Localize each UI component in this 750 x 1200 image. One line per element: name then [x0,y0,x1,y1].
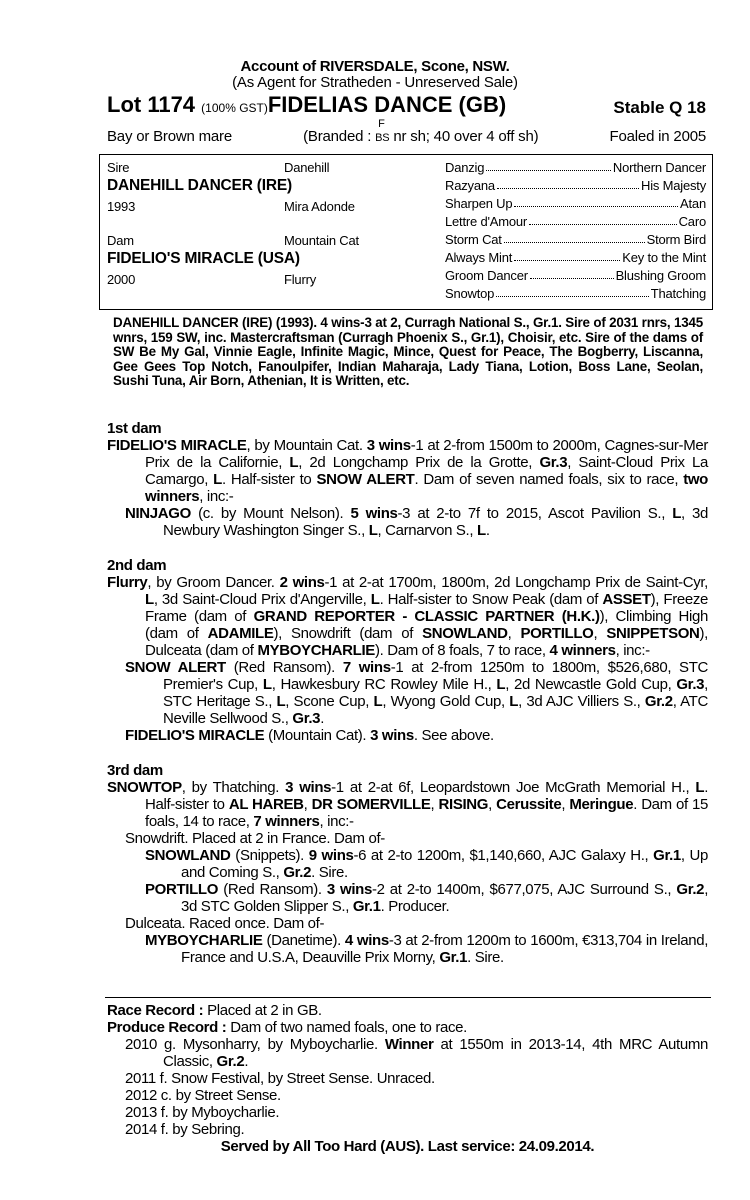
grandparent-row [445,286,706,301]
text: (Red Ransom). [225,659,343,676]
pedigree-paragraph [107,505,708,539]
text: , [303,796,312,813]
bold-text: Gr.3 [292,710,321,727]
text: , 3d STC Golden Slipper S., [181,881,709,915]
leader-dots [497,178,639,189]
bold-text: Cerussite [496,796,562,813]
text: . [244,1053,249,1070]
section-heading: 1st dam [107,420,162,437]
leader-dots [504,232,645,243]
dam-lines [107,420,708,966]
bold-text: DR SOMERVILLE [311,796,431,813]
lot-title [107,92,506,118]
bold-text: SNOW ALERT [125,659,226,676]
bold-text: SNIPPETSON [606,625,700,642]
bold-text: NINJAGO [125,505,191,522]
text: Placed at 2 in GB. [207,1002,322,1019]
bold-text: SNOWTOP [107,779,182,796]
gst-note: (100% GST) [201,101,268,115]
text: . Sire. [467,949,504,966]
brand-suffix: nr sh; 40 over 4 off sh) [389,128,539,145]
text: . [485,522,490,539]
bold-text: SNOWLAND [145,847,231,864]
bold-text: L [145,591,154,608]
last-service: Served by All Too Hard (AUS). Last service: 24.09.2014. [220,1138,595,1155]
text: , STC Heritage S., [163,676,708,710]
bold-text: ASSET [602,591,651,608]
brand-prefix: (Branded : [303,128,376,145]
bold-text: L [373,693,383,710]
bold-text: RISING [438,796,489,813]
dam-sire: Mountain Cat [284,233,359,248]
grandparent-row [445,178,706,193]
text: , 2d Longchamp Prix de la Grotte, [298,454,540,471]
pedigree-paragraph [107,915,708,932]
sire-summary: DANEHILL DANCER (IRE) (1993). 4 wins-3 at 2, Curragh National S., Gr.1. Sire of 2031 rnrs, 1345 wnrs, 159 SW, inc. Mastercraftsman (Curragh Phoenix S., Gr.1), Choisir, etc. Sire of the dams of SW Be My Gal, Vinnie Eagle, Infinite Magic, Mince, Quest for Peace, The Bogberry, Liscanna, Gee Gees Top Notch, Fanoulpifer, Indian Maharaja, Lady Tiana, Lotion, Boss Lane, Seolan, Sushi Tuna, Air Born, Athenian, It is Written, etc. [113,315,703,388]
pedigree-paragraph [107,574,708,659]
grandparent-row [445,160,706,175]
bold-text: L [695,779,705,796]
text: 2011 f. Snow Festival, by Street Sense. Unraced. [125,1070,435,1087]
grand-dam: Lettre d'Amour [445,214,528,229]
bold-text: MYBOYCHARLIE [257,642,375,659]
bold-text: 9 wins [308,847,354,864]
bold-text: Gr.3 [539,454,568,471]
sire-year: 1993 [107,199,136,214]
grand-sire: Thatching [650,286,706,301]
text: . See above. [413,727,494,744]
bold-text: Gr.1 [439,949,468,966]
text: , [488,796,497,813]
leader-dots [486,160,611,171]
text: (Danetime). [262,932,345,949]
grandparent-row [445,250,706,265]
section-heading: 3rd dam [107,762,163,779]
text: ). Dam of 8 foals, 7 to race, [374,642,550,659]
text: (Red Ransom). [218,881,327,898]
pedigree-paragraph [107,881,708,915]
bold-text: AL HAREB [228,796,304,813]
bold-text: 2 wins [279,574,325,591]
text: , by Groom Dancer. [147,574,280,591]
section-heading: 2nd dam [107,557,167,574]
grandparent-row [445,268,706,283]
text: Dulceata. Raced once. Dam of- [125,915,325,932]
dam-label: Dam [107,233,134,248]
text: , Saint-Cloud Prix La Camargo, [145,454,709,488]
text: . Half-sister to [221,471,317,488]
bold-text: 3 wins [285,779,332,796]
grand-sire: His Majesty [641,178,706,193]
text: , inc:- [319,813,354,830]
pedigree-paragraph [107,1121,708,1138]
grandparent-row [445,196,706,211]
leader-dots [514,196,678,207]
text: , Hawkesbury RC Rowley Mile H., [271,676,497,693]
bold-text: Gr.1 [653,847,681,864]
brand-mark [375,118,390,145]
pedigree-paragraph [107,659,708,727]
sire-name: DANEHILL DANCER (IRE) [107,177,292,194]
bold-text: Produce Record : [107,1019,231,1036]
grand-sire: Atan [680,196,706,211]
grandparent-row [445,232,706,247]
bold-text: Gr.2 [676,881,705,898]
text: Dam of two named foals, one to race. [230,1019,467,1036]
text: (Snippets). [230,847,309,864]
bold-text: L [262,676,272,693]
bold-text: Meringue [569,796,634,813]
leader-dots [529,214,677,225]
text: . [320,710,325,727]
text: . Sire. [311,864,348,881]
text: -1 at 2-from 1250m to 1800m, $526,680, STC Premier's Cup, [163,659,708,693]
bold-text: FIDELIO'S MIRACLE [107,437,247,454]
pedigree-table [99,154,713,310]
lot-number: Lot 1174 [107,92,196,117]
bold-text: ADAMILE [207,625,274,642]
foaled-year: Foaled in 2005 [609,128,706,145]
text: -2 at 2-to 1400m, $677,075, AJC Surround S., [371,881,677,898]
bold-text: L [672,505,682,522]
bold-text: Gr.1 [352,898,381,915]
text: at 1550m in 2013-14, 4th MRC Autumn Classic, [163,1036,708,1070]
stable-number: Stable Q 18 [613,98,706,117]
bold-text: Gr.2 [644,693,673,710]
colour-sex: Bay or Brown mare [107,128,232,145]
text: , inc:- [199,488,234,505]
brand-info [303,118,539,145]
pedigree-paragraph [107,847,708,881]
grandparent-row [445,214,706,229]
text: -1 at 2-at 6f, Leopardstown Joe McGrath Memorial H., [331,779,696,796]
brand-bottom: BS [375,132,390,144]
text: , [593,625,607,642]
pedigree-paragraph [107,1070,708,1087]
pedigree-paragraph [107,779,708,830]
pedigree-paragraph [107,1087,708,1104]
text: . Dam of 15 foals, 14 to race, [145,796,708,830]
text: -3 at 2-to 7f to 2015, Ascot Pavilion S., [397,505,673,522]
text: ), Snowdrift (dam of [273,625,423,642]
text: 2010 g. Mysonharry, by Myboycharlie. [125,1036,385,1053]
text: -1 at 2-at 1700m, 1800m, 2d Longchamp Prix de Saint-Cyr, [324,574,708,591]
text: . Half-sister to Snow Peak (dam of [379,591,603,608]
grand-sire: Storm Bird [646,232,706,247]
horse-name: FIDELIAS DANCE (GB) [267,92,507,117]
text: , by Thatching. [181,779,286,796]
grand-dam: Razyana [445,178,495,193]
text: (c. by Mount Nelson). [190,505,351,522]
pedigree-paragraph [107,932,708,966]
pedigree-paragraph [107,830,708,847]
bold-text: GRAND REPORTER - CLASSIC PARTNER (H.K.) [253,608,600,625]
text: , [561,796,570,813]
grand-dam: Snowtop [445,286,495,301]
record-list [107,1002,708,1138]
pedigree-paragraph [107,727,708,744]
grand-sire: Northern Dancer [612,160,706,175]
text: , by Mountain Cat. [246,437,367,454]
bold-text: L [509,693,519,710]
dam-year: 2000 [107,272,136,287]
bold-text: SNOW ALERT [316,471,415,488]
bold-text: PORTILLO [520,625,594,642]
divider [105,997,711,998]
text: 2013 f. by Myboycharlie. [125,1104,280,1121]
text: , Scone Cup, [285,693,374,710]
vendor-agent: (As Agent for Stratheden - Unreserved Sale) [232,74,518,91]
bold-text: L [496,676,506,693]
sire-dam: Mira Adonde [284,199,355,214]
bold-text: L [477,522,486,539]
bold-text: L [370,591,380,608]
text: . Dam of seven named foals, six to race, [414,471,684,488]
text: -1 at 2-from 1500m to 2000m, Cagnes-sur-Mer Prix de la Californie, [145,437,708,471]
text: 2014 f. by Sebring. [125,1121,245,1138]
text: (Mountain Cat). [264,727,371,744]
bold-text: 7 wins [342,659,391,676]
bold-text: two winners [145,471,708,505]
text: , 3d AJC Villiers S., [518,693,645,710]
text: . Half-sister to [145,779,709,813]
grand-dam: Sharpen Up [445,196,513,211]
text: , Wyong Gold Cup, [382,693,510,710]
bold-text: SNOWLAND [422,625,508,642]
vendor-account: Account of RIVERSDALE, Scone, NSW. [240,58,510,75]
text: , inc:- [615,642,650,659]
text: , [430,796,439,813]
bold-text: L [213,471,222,488]
text: , Up and Coming S., [181,847,708,881]
leader-dots [496,286,649,297]
text: ), Climbing High (dam of [145,608,708,642]
text: ), Freeze Frame (dam of [145,591,708,625]
bold-text: 3 wins [370,727,414,744]
pedigree-paragraph [107,1002,708,1019]
text: ), Dulceata (dam of [145,625,708,659]
bold-text: MYBOYCHARLIE [145,932,263,949]
sire-label: Sire [107,160,130,175]
bold-text: PORTILLO [145,881,219,898]
pedigree-paragraph [107,1019,708,1036]
grand-dam: Danzig [445,160,485,175]
leader-dots [530,268,614,279]
grand-dam: Groom Dancer [445,268,528,283]
text: 2012 c. by Street Sense. [125,1087,281,1104]
bold-text: Gr.2 [216,1053,245,1070]
leader-dots [514,250,620,261]
sire-sire: Danehill [284,160,330,175]
bold-text: 4 winners [549,642,616,659]
bold-text: 5 wins [350,505,398,522]
bold-text: 3 wins [326,881,372,898]
bold-text: 3 wins [366,437,411,454]
grand-sire: Caro [678,214,706,229]
pedigree-paragraph [107,1104,708,1121]
horse-description [107,118,706,145]
text: . Producer. [380,898,450,915]
brand-top: F [378,118,385,130]
bold-text: FIDELIO'S MIRACLE [125,727,265,744]
bold-text: L [289,454,299,471]
bold-text: Winner [384,1036,434,1053]
bold-text: 4 wins [344,932,389,949]
bold-text: L [276,693,286,710]
grand-dam: Always Mint [445,250,513,265]
pedigree-paragraph [107,1036,708,1070]
text: , 2d Newcastle Gold Cup, [505,676,677,693]
dam-dam: Flurry [284,272,317,287]
text: -3 at 2-from 1200m to 1600m, €313,704 in Ireland, France and U.S.A, Deauville Prix Morny, [181,932,709,966]
text: , 3d Saint-Cloud Prix d'Angerville, [153,591,371,608]
grand-dam: Storm Cat [445,232,502,247]
bold-text: Flurry [107,574,148,591]
text: , 3d Newbury Washington Singer S., [163,505,708,539]
pedigree-paragraph [107,437,708,505]
text: , [507,625,521,642]
bold-text: 7 winners [253,813,320,830]
text: -6 at 2-to 1200m, $1,140,660, AJC Galaxy H., [353,847,654,864]
bold-text: Gr.3 [676,676,705,693]
dam-name: FIDELIO'S MIRACLE (USA) [107,250,300,267]
text: Snowdrift. Placed at 2 in France. Dam of- [125,830,385,847]
text: , ATC Neville Sellwood S., [163,693,708,727]
bold-text: Gr.2 [283,864,312,881]
grand-sire: Key to the Mint [622,250,706,265]
bold-text: Race Record : [107,1002,208,1019]
text: , Carnarvon S., [377,522,477,539]
grand-sire: Blushing Groom [615,268,706,283]
records [107,1002,708,1155]
bold-text: L [368,522,378,539]
